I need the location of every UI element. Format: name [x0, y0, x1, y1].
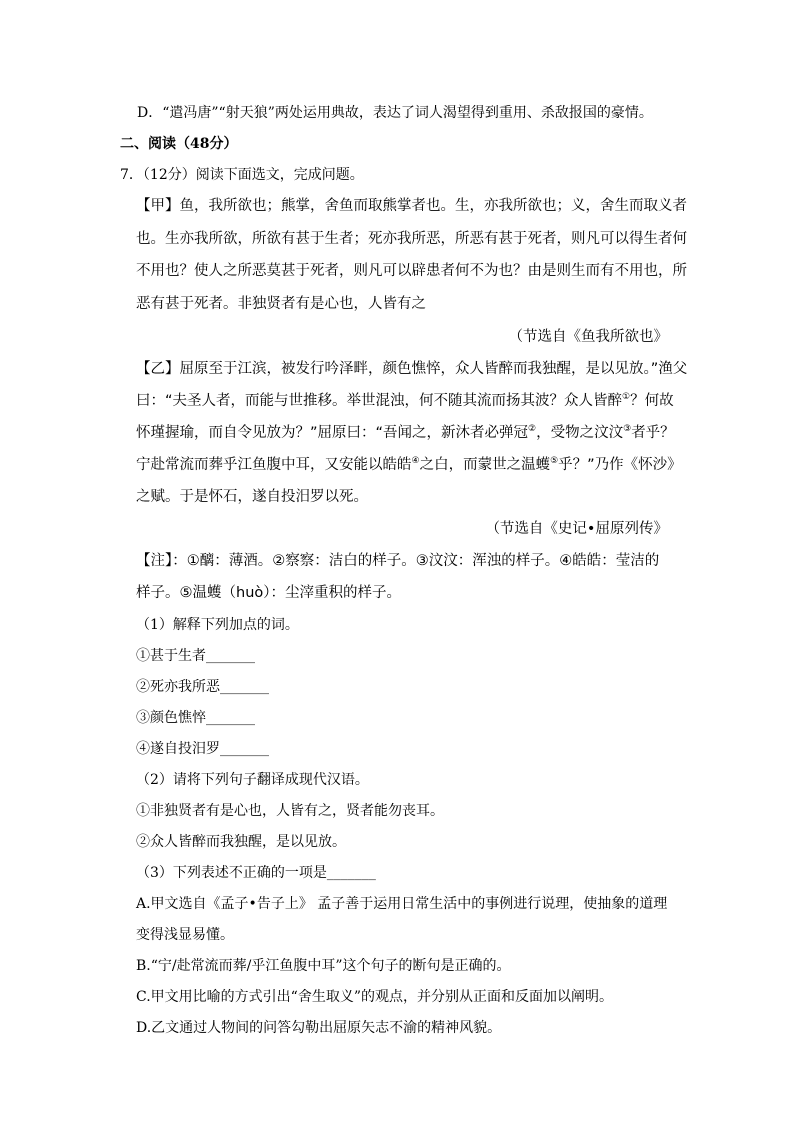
option-c: C.甲文用比喻的方式引出“舍生取义”的观点，并分别从正面和反面加以阐明。 — [136, 989, 613, 1005]
option-a-line-1: A.甲文选自《孟子•告子上》 孟子善于运用日常生活中的事例进行说理，使抽象的道理 — [136, 896, 668, 912]
sub-question-1-stem: （1）解释下列加点的词。 — [136, 617, 299, 633]
passage-jia-line-1: 【甲】鱼，我所欲也；熊掌，舍鱼而取熊掌者也。生，亦我所欲也；义，舍生而取义者 — [136, 198, 687, 214]
notes-line-1: 【注】：①醨：薄酒。②察察：洁白的样子。③汶汶：浑浊的样子。④皓皓：莹洁的 — [136, 553, 660, 569]
sub-question-1-item: ①甚于生者_______ — [136, 648, 255, 664]
sub-question-2-item: ②众人皆醉而我独醒，是以见放。 — [136, 834, 346, 850]
footnote-marker-1: ① — [622, 392, 631, 402]
sub-question-2-stem: （2）请将下列句子翻译成现代汉语。 — [136, 772, 369, 788]
passage-jia-line-4: 恶有甚于死者。非独贤者有是心也，人皆有之 — [136, 296, 426, 312]
sub-question-2-item: ①非独贤者有是心也，人皆有之，贤者能勿丧耳。 — [136, 803, 444, 819]
footnote-marker-5: ⑤ — [550, 456, 559, 466]
passage-jia-line-2: 也。生亦我所欲，所欲有甚于生者；死亦我所恶，所恶有甚于死者，则凡可以得生者何 — [136, 231, 687, 247]
section-heading: 二、阅读（48分） — [120, 136, 238, 152]
sub-question-1-item: ②死亦我所恶_______ — [136, 679, 269, 695]
option-a-line-2: 变得浅显易懂。 — [136, 927, 234, 943]
passage-jia-source: （节选自《鱼我所欲也》 — [508, 329, 668, 345]
sub-question-1-item: ④遂自投汨罗_______ — [136, 741, 269, 757]
option-b: B.“宁/赴常流而葬/乎江鱼腹中耳”这个句子的断句是正确的。 — [136, 958, 511, 974]
passage-yi-line-3: 怀瑾握瑜，而自令见放为？”屈原曰：“吾闻之，新沐者必弹冠②，受物之汶汶③者乎？ — [136, 424, 675, 441]
option-d: D.乙文通过人物间的问答勾勒出屈原矢志不渝的精神风貌。 — [136, 1020, 502, 1036]
passage-jia-line-3: 不用也？使人之所恶莫甚于死者，则凡可以辟患者何不为也？由是则生而有不用也，所 — [136, 263, 687, 279]
passage-yi-line-4: 宁赴常流而葬乎江鱼腹中耳，又安能以皓皓④之白，而蒙世之温蠖⑤乎？”乃作《怀沙》 — [136, 456, 682, 473]
footnote-marker-3: ③ — [623, 424, 632, 434]
footnote-marker-4: ④ — [411, 456, 420, 466]
passage-yi-line-5: 之赋。于是怀石，遂自投汨罗以死。 — [136, 489, 368, 505]
notes-line-2: 样子。⑤温蠖（huò）：尘滓重积的样子。 — [136, 585, 401, 601]
passage-yi-source: （节选自《史记•屈原列传》 — [485, 521, 668, 537]
passage-yi-line-2: 曰：“夫圣人者，而能与世推移。举世混浊，何不随其流而扬其波？众人皆醉①？何故 — [136, 392, 674, 409]
passage-yi-line-1: 【乙】屈原至于江滨，被发行吟泽畔，颜色憔悴，众人皆醉而我独醒，是以见放。”渔父 — [136, 361, 688, 377]
sub-question-1-item: ③颜色憔悴_______ — [136, 710, 255, 726]
footnote-marker-2: ② — [528, 424, 537, 434]
option-d-previous: D．“遣冯唐”“射天狼”两处运用典故，表达了词人渴望得到重用、杀敌报国的豪情。 — [137, 105, 653, 121]
sub-question-3-stem: （3）下列表述不正确的一项是_______ — [136, 865, 376, 881]
question-stem: 7．（12分）阅读下面选文，完成问题。 — [120, 167, 364, 183]
